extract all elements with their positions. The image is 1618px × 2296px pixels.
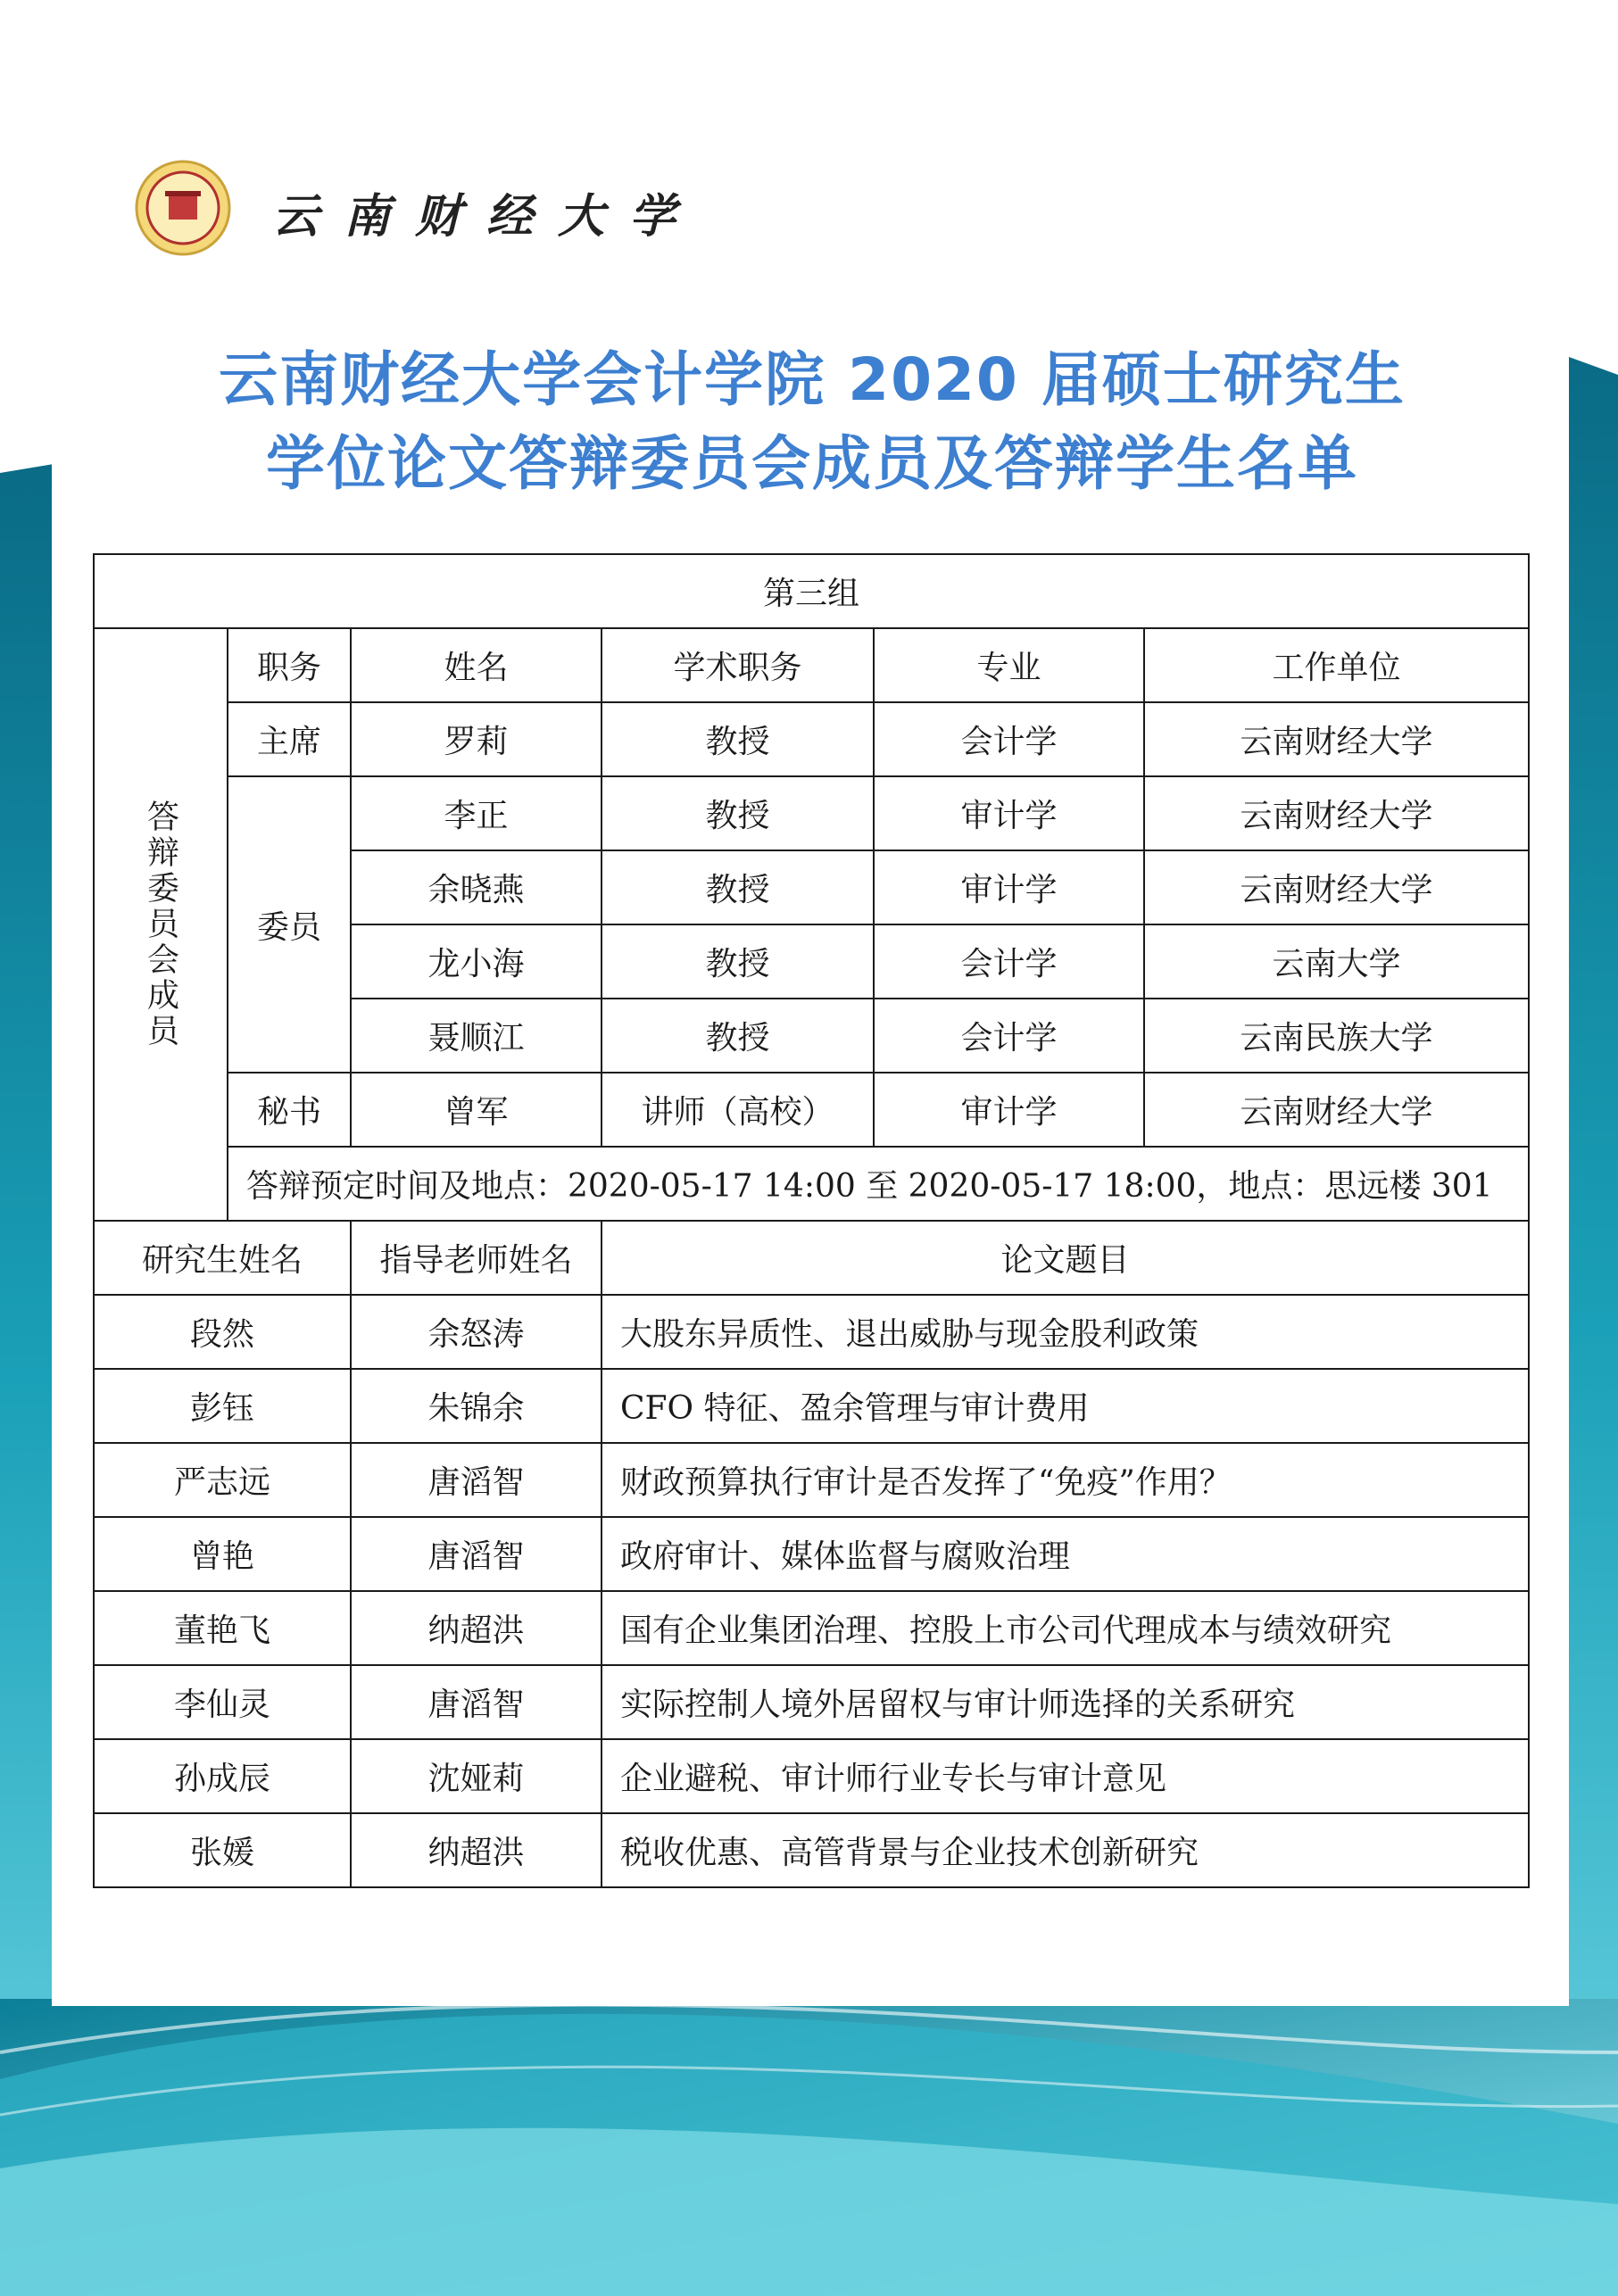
major-cell: 会计学 (874, 702, 1144, 776)
unit-cell: 云南民族大学 (1144, 999, 1529, 1073)
advisor-name: 纳超洪 (351, 1591, 602, 1665)
role-cell: 秘书 (228, 1073, 351, 1147)
header-cell: 工作单位 (1144, 628, 1529, 702)
thesis-title: 国有企业集团治理、控股上市公司代理成本与绩效研究 (602, 1591, 1529, 1665)
name-cell: 曾军 (351, 1073, 602, 1147)
major-cell: 审计学 (874, 850, 1144, 924)
header-cell: 研究生姓名 (94, 1221, 351, 1295)
major-cell: 审计学 (874, 776, 1144, 850)
thesis-title: 税收优惠、高管背景与企业技术创新研究 (602, 1813, 1529, 1887)
schedule-text: 答辩预定时间及地点：2020-05-17 14:00 至 2020-05-17 18:00，地点：思远楼 301 (228, 1147, 1529, 1221)
member-row (94, 776, 1529, 850)
student-row (94, 1369, 1529, 1443)
thesis-title: 实际控制人境外居留权与审计师选择的关系研究 (602, 1665, 1529, 1739)
title-cell: 教授 (602, 924, 874, 999)
university-seal-icon (129, 159, 245, 257)
student-row (94, 1443, 1529, 1517)
major-cell: 会计学 (874, 999, 1144, 1073)
student-name: 曾艳 (94, 1517, 351, 1591)
title-cell: 教授 (602, 850, 874, 924)
student-name: 段然 (94, 1295, 351, 1369)
student-name: 张媛 (94, 1813, 351, 1887)
name-cell: 龙小海 (351, 924, 602, 999)
title-cell: 教授 (602, 702, 874, 776)
student-row (94, 1295, 1529, 1369)
student-name: 彭钰 (94, 1369, 351, 1443)
advisor-name: 朱锦余 (351, 1369, 602, 1443)
chair-row (94, 702, 1529, 776)
group-title: 第三组 (94, 554, 1529, 628)
committee-header-row (94, 628, 1529, 702)
role-cell: 委员 (228, 776, 351, 1073)
student-row (94, 1591, 1529, 1665)
unit-cell: 云南财经大学 (1144, 702, 1529, 776)
student-row (94, 1813, 1529, 1887)
student-name: 严志远 (94, 1443, 351, 1517)
header-cell: 职务 (228, 628, 351, 702)
student-name: 孙成辰 (94, 1739, 351, 1813)
name-cell: 李正 (351, 776, 602, 850)
schedule-row (94, 1147, 1529, 1221)
student-row (94, 1517, 1529, 1591)
name-cell: 余晓燕 (351, 850, 602, 924)
group-row (94, 554, 1529, 628)
header-cell: 专业 (874, 628, 1144, 702)
student-name: 李仙灵 (94, 1665, 351, 1739)
advisor-name: 余怒涛 (351, 1295, 602, 1369)
advisor-name: 沈娅莉 (351, 1739, 602, 1813)
student-name: 董艳飞 (94, 1591, 351, 1665)
advisor-name: 唐滔智 (351, 1517, 602, 1591)
major-cell: 会计学 (874, 924, 1144, 999)
student-row (94, 1739, 1529, 1813)
unit-cell: 云南财经大学 (1144, 1073, 1529, 1147)
page-title-line2: 学位论文答辩委员会成员及答辩学生名单 (266, 429, 1358, 498)
title-cell: 讲师（高校） (602, 1073, 874, 1147)
header-cell: 论文题目 (602, 1221, 1529, 1295)
unit-cell: 云南财经大学 (1144, 776, 1529, 850)
student-row (94, 1665, 1529, 1739)
advisor-name: 唐滔智 (351, 1443, 602, 1517)
title-cell: 教授 (602, 999, 874, 1073)
role-cell: 主席 (228, 702, 351, 776)
unit-cell: 云南财经大学 (1144, 850, 1529, 924)
thesis-title: 政府审计、媒体监督与腐败治理 (602, 1517, 1529, 1591)
logo-wordmark: 云南财经大学 (272, 189, 701, 244)
name-cell: 罗莉 (351, 702, 602, 776)
defense-table (93, 553, 1530, 1888)
advisor-name: 纳超洪 (351, 1813, 602, 1887)
header-cell: 指导老师姓名 (351, 1221, 602, 1295)
thesis-title: 大股东异质性、退出威胁与现金股利政策 (602, 1295, 1529, 1369)
thesis-title: CFO 特征、盈余管理与审计费用 (602, 1369, 1529, 1443)
major-cell: 审计学 (874, 1073, 1144, 1147)
name-cell: 聂顺江 (351, 999, 602, 1073)
header-cell: 姓名 (351, 628, 602, 702)
title-cell: 教授 (602, 776, 874, 850)
page-title-line1: 云南财经大学会计学院 2020 届硕士研究生 (219, 345, 1406, 414)
secretary-row (94, 1073, 1529, 1147)
thesis-title: 企业避税、审计师行业专长与审计意见 (602, 1739, 1529, 1813)
advisor-name: 唐滔智 (351, 1665, 602, 1739)
student-header-row (94, 1221, 1529, 1295)
header-cell: 学术职务 (602, 628, 874, 702)
thesis-title: 财政预算执行审计是否发挥了“免疫”作用？ (602, 1443, 1529, 1517)
unit-cell: 云南大学 (1144, 924, 1529, 999)
committee-label: 答辩委员会成员 (94, 628, 228, 1221)
university-logo (129, 159, 709, 257)
